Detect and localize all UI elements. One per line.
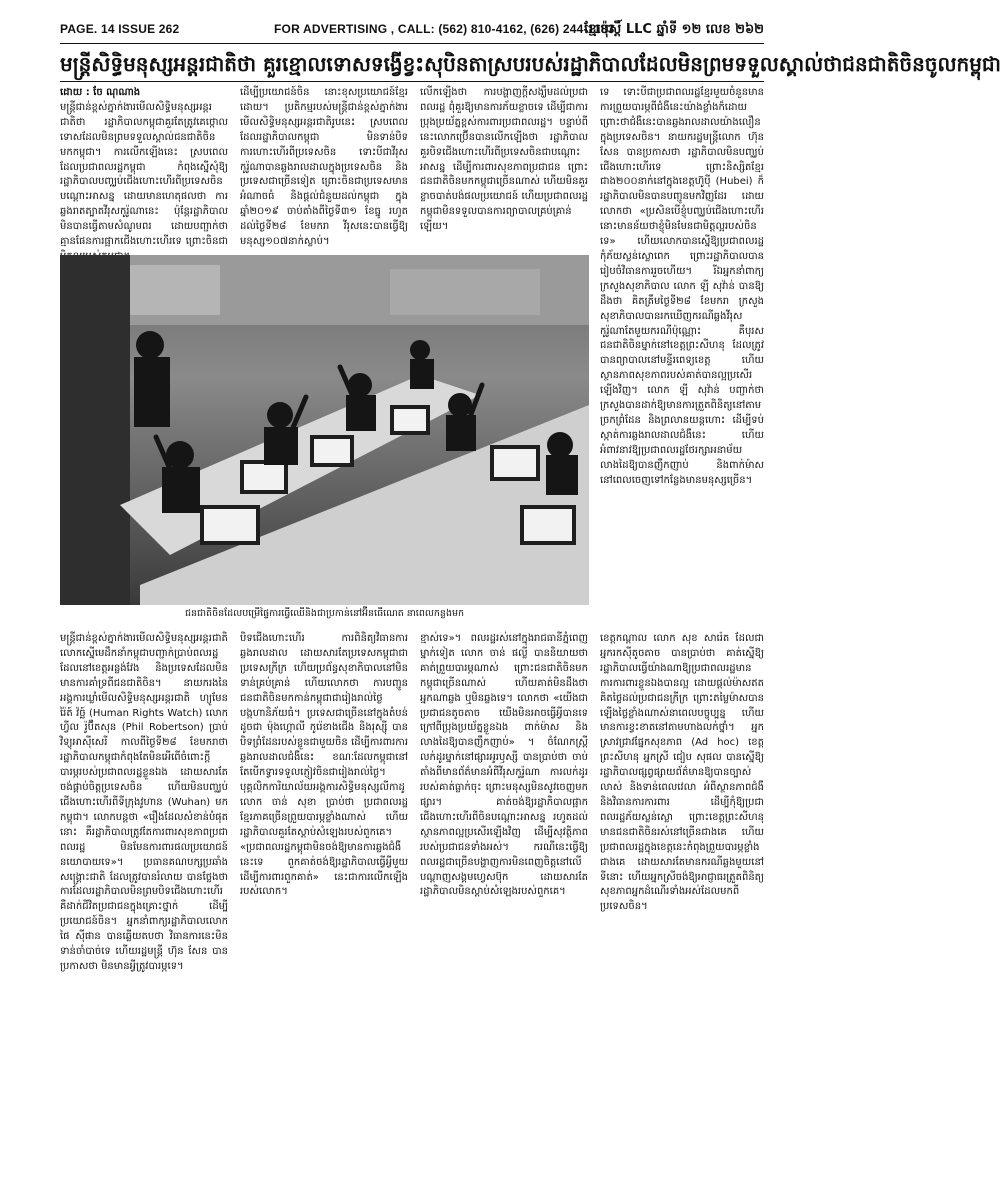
running-header <box>60 20 764 42</box>
headline-rule <box>60 81 764 82</box>
article-headline: មន្ត្រីសិទ្ធិមនុស្សអន្តរជាតិថា គួរខ្មោលទោសទង្វើខ្វះសុបិនតាស្របរបស់រដ្ឋាភិបាលដែលមិនព្រមទទួលស្គាល់ថាជនជាតិចិនចូលកម្ពុជា <box>60 52 1001 76</box>
header-rule <box>60 43 764 44</box>
advertising-contact: FOR ADVERTISING , CALL: (562) 810-4162, (626) 244-1183 <box>274 22 615 36</box>
column-1-bottom <box>60 632 228 1158</box>
column-4-bottom <box>600 632 764 1158</box>
masthead-label: ខ្មែរប៉ុស្តិ៍ LLC ឆ្នាំទី ១២ លេខ ២៦២ <box>584 22 764 37</box>
paragraph: មន្ត្រីជាន់ខ្ពស់ភ្នាក់ងារមើលសិទ្ធិមនុស្សអន្តរជាតិថា រដ្ឋាភិបាលកម្ពុជាគួរតែត្រូវគេថ្កោលទោសដែលមិនព្រមទទួលស្គាល់ជនជាតិចិន មកកម្ពុជា។ ការលើកឡើងនេះ ស្របពេលដែលប្រជាពលរដ្ឋកម្ពុជា កំពុងស្នើសុំឱ្យរដ្ឋាភិបាលបញ្ឈប់ជើងហោះហើរពីប្រទេសចិនបណ្តោះអាសន្ន ដោយមានហេតុផលថា ការឆ្លងរាតត្បាតវីរុសកូរ៉ូណានេះ ប៉ុន្តែរដ្ឋាភិបាលមិនបានធ្វើតាមសំណូមពរ ដោយបញ្ជាក់ថា គ្មានផែនការផ្អាកជើងហោះហើរទេ ព្រោះចិនជា <box>60 101 228 248</box>
column-2-top <box>240 86 408 254</box>
column-3-bottom <box>420 632 588 1158</box>
column-4-top <box>600 86 764 626</box>
page-issue: PAGE. 14 ISSUE 262 <box>60 22 180 36</box>
article-photo <box>60 255 589 605</box>
byline: ដោយ : ចែ ណុណាង <box>60 87 141 98</box>
paragraph: ដើម្បីប្រយោជន៍ចិន នោះខុសប្រយោជន៍ខ្មែរ ដោយ។ ប្រតិកម្មរបស់មន្ត្រីជាន់ខ្ពស់ភ្នាក់ងារមើលសិទ្ធិមនុស្សអន្តរជាតិរូបនេះ ស្របពេលដែលរដ្ឋាភិបាលកម្ពុជា មិនទាន់បិទការហោះហើរពីប្រទេសចិន ទោះបីជាវីរុសកូរ៉ូណាបានឆ្លងរាលដាលក្នុងប្រទេសចិន និងប្រទេសជាច្រើនទៀត ព្រោះចិនជាប្រទេសមានអំណាចធំ និងផ្តល់ជំនួយដល់កម្ពុជា ក្នុងឆ្នាំ២០១៩ ចាប់តាំងពីថ្ងៃទី៣១ ខែធ្នូ រហូតដល់ថ្ងៃទី២៨ ខែមករា វីរុសនេះបានធ្វើឱ្យមនុស្ស១០៧នាក់ស្លាប់។ <box>240 87 408 248</box>
paragraph: លើកឡើងថា ការបង្ហាញក្តីសង្ឃឹមដល់ប្រជាពលរដ្ឋ ពុំគួរឱ្យមានការភ័យខ្លាចទេ ដើម្បីជាការប្រុងប្រយ័ត្នខ្ពស់ការពារប្រជាពលរដ្ឋ។ បន្ទាប់ពីនេះលោកប្រ៊ើនបានលើកឡើងថា រដ្ឋាភិបាលគួរបិទជើងហោះហើរពីប្រទេសចិនជាបណ្តោះអាសន្ន ដើម្បីការពារសុខភាពប្រជាជន ព្រោះជនជាតិចិនមកកម្ពុជាច្រើនណាស់ ហើយមិនគួរខ្លាចបាត់បង់ផលប្រយោជន៍ ហើយប្រជាពលរដ្ឋកម្ពុជាមិនទទួលបានការព្យាបាលគ្រប់គ្រាន់ឡើយ។ <box>420 87 588 233</box>
paragraph: ខេត្តកណ្តាល លោក សុខ សារ៉េត ដែលជាអ្នករកស៊ីតូចតាច បានប្រាប់ថា គាត់ស្នើឱ្យរដ្ឋាភិបាលធ្វើយ៉ាងណាឱ្យប្រជាពលរដ្ឋមានការការពារខ្លួនឯងបានល្អ ដោយផ្តល់ម៉ាសឥតគិតថ្លៃដល់ប្រជាជនក្រីក្រ ព្រោះតម្លៃម៉ាសបានឡើងថ្លៃខ្លាំងណាស់នាពេលបច្ចុប្បន្ន ហើយមានការខ្វះខាតនៅតាមហាងលក់ថ្នាំ។ អ្នកស្រាវជ្រាវផ្នែកសុខភាព (Ad hoc) ខេត្តព្រះសីហនុ អ្នកស្រី ជៀប សុផល បានស្នើឱ្យរដ្ឋាភិបាលផ្សព្វផ្សាយព័ត៌មានឱ្យបានច្បាស់លាស់ និងទាន់ពេលវេលា អំពីស្ថានភាពជំងឺ និងវិធានការការពារ ដើម្បីកុំឱ្យប្រជាពលរដ្ឋភ័យស្លន់ស្លោ ព្រោះខេត្តព្រះសីហនុមានជនជាតិចិនរស់នៅច្រើនជាងគេ ហើយប្រជាពលរដ្ឋក្នុងខេត្តនេះកំពុងព្រួយបារម្ភខ្លាំងជាងគេ ដោយសារតែមានករណីឆ្លងមួយនៅទីនោះ ហើយអ្នកស្រីចង់ឱ្យអាជ្ញាធរត្រួតពិនិត្យសុខភាពអ្នកដំណើរទាំងអស់ដែលមកពីប្រទេសចិន។ <box>600 633 764 913</box>
column-3-top <box>420 86 588 254</box>
paragraph: ខ្មាស់ទេ»។ ពលរដ្ឋរស់នៅក្នុងរាជធានីភ្នំពេញម្នាក់ទៀត លោក ចាន់ ផល្លី បាននិយាយថា គាត់ព្រួយបារម្ភណាស់ ព្រោះជនជាតិចិនមកកម្ពុជាច្រើនណាស់ ហើយគាត់មិនដឹងថាអ្នកណាឆ្លង ឬមិនឆ្លងទេ។ លោកថា «យើងជាប្រជាជនតូចតាច យើងមិនអាចធ្វើអ្វីបានទេ ក្រៅពីប្រុងប្រយ័ត្នខ្លួនឯង ពាក់ម៉ាស និងលាងដៃឱ្យបានញឹកញាប់» ។ ចំណែកស្ត្រីលក់ដូរម្នាក់នៅផ្សារអូរឫស្សី បានប្រាប់ថា ចាប់តាំងពីមានព័ត៌មានអំពីវីរុសកូរ៉ូណា ការលក់ដូររបស់គាត់ធ្លាក់ចុះ ព្រោះមនុស្សមិនសូវចេញមកផ្សារ។ គាត់ចង់ឱ្យរដ្ឋាភិបាលផ្អាកជើងហោះហើរពីចិនបណ្តោះអាសន្ន រហូតដល់ស្ថានភាពល្អប្រសើរឡើងវិញ ដើម្បីសុវត្ថិភាពរបស់ប្រជាជនទាំងអស់។ ករណីនេះធ្វើឱ្យពលរដ្ឋជាច្រើនបង្ហាញការមិនពេញចិត្តនៅលើបណ្តាញសង្គមហ្វេសប៊ុក ដោយសារតែរដ្ឋាភិបាលមិនស្តាប់សំឡេងរបស់ពួកគេ។ <box>420 633 588 898</box>
photo-caption: ជនជាតិចិនដែលបម្រើផ្ទៃការធ្វើឈើនិងជាប្រកាន់នៅអ៊ីនធើណេត នាពេលកន្លងមក <box>184 608 465 619</box>
paragraph: ទេ ទោះបីជាប្រជាពលរដ្ឋខ្មែរមួយចំនួនមានការព្រួយបារម្ភពីជំងឺនេះយ៉ាងខ្លាំងក៏ដោយ ព្រោះថាជំងឺនេះបានឆ្លងរាលដាលយ៉ាងលឿនក្នុងប្រទេសចិន។ នាយករដ្ឋមន្ត្រីលោក ហ៊ុន សែន បានប្រកាសថា រដ្ឋាភិបាលមិនបញ្ឈប់ជើងហោះហើរទេ ព្រោះនិស្សិតខ្មែរជាង២០០នាក់នៅក្នុងខេត្តហ៊ូប៉ី (Hubei) ក៏រដ្ឋាភិបាលមិនបានបញ្ជូនមកវិញដែរ ដោយលោកថា «ប្រសិនបើខ្ញុំបញ្ឈប់ជើងហោះហើរ នោះមានន័យថាខ្ញុំមិនមែនជាមិត្តល្អរបស់ចិនទេ» ហើយលោកបានស្នើឱ្យប្រជាពលរដ្ឋកុំភ័យស្លន់ស្លោពេក ព្រោះរដ្ឋាភិបាលបានរៀបចំវិធានការរួចហើយ។ រីឯអ្នកនាំពាក្យក្រសួងសុខាភិបាល លោក ឡី សុវ៉ាន់ បានឱ្យដឹងថា គិតត្រឹមថ្ងៃទី២៨ ខែមករា ក្រសួងសុខាភិបាលបានរកឃើញករណីឆ្លងវីរុសកូរ៉ូណាតែមួយករណីប៉ុណ្ណោះ គឺបុរសជនជាតិចិនម្នាក់នៅខេត្តព្រះសីហនុ ដែលត្រូវបានព្យាបាលនៅមន្ទីរពេទ្យខេត្ត ហើយស្ថានភាពសុខភាពរបស់គាត់បានល្អប្រសើរឡើងវិញ។ លោក ឡី សុវ៉ាន់ បញ្ជាក់ថា ក្រសួងបានដាក់ឱ្យមានការត្រួតពិនិត្យនៅតាមច្រកព្រំដែន និងព្រលានយន្តហោះ ដើម្បីទប់ស្កាត់ការឆ្លងរាលដាលជំងឺនេះ ហើយអំពាវនាវឱ្យប្រជាពលរដ្ឋថែរក្សាអនាម័យ លាងដៃឱ្យបានញឹកញាប់ និងពាក់ម៉ាសនៅពេលចេញទៅកន្លែងមានមនុស្សច្រើន។ <box>600 87 764 486</box>
photo-illustration <box>60 255 589 605</box>
paragraph: បិទជើងហោះហើរ ការពិនិត្យវិធានការឆ្លងរាលដាល ដោយសារតែប្រទេសកម្ពុជាជាប្រទេសក្រីក្រ ហើយប្រព័ន្ធសុខាភិបាលនៅមិនទាន់គ្រប់គ្រាន់ ហើយលោកថា ការបញ្ជូនជនជាតិចិនមកកាន់កម្ពុជាជារៀងរាល់ថ្ងៃ បង្កហានិភ័យធំ។ ប្រទេសជាច្រើននៅក្នុងតំបន់ដូចជា ម៉ុងហ្គោលី កូរ៉េខាងជើង និងរុស្ស៊ី បានបិទព្រំដែនរបស់ខ្លួនជាមួយចិន ដើម្បីការពារការឆ្លងរាលដាលជំងឺនេះ ខណៈដែលកម្ពុជានៅតែបើកទ្វារទទួលភ្ញៀវចិនជារៀងរាល់ថ្ងៃ។ បុគ្គលិកការិយាល័យអង្គការសិទ្ធិមនុស្សលីកាដូ លោក ចាន់ សុខា ប្រាប់ថា ប្រជាពលរដ្ឋខ្មែរភាគច្រើនព្រួយបារម្ភខ្លាំងណាស់ ហើយរដ្ឋាភិបាលគួរតែស្តាប់សំឡេងរបស់ពួកគេ។ «ប្រជាពលរដ្ឋកម្ពុជាមិនចង់ឱ្យមានការឆ្លងជំងឺនេះទេ ពួកគាត់ចង់ឱ្យរដ្ឋាភិបាលធ្វើអ្វីមួយ ដើម្បីការពារពួកគាត់» នេះជាការលើកឡើងរបស់លោក។ <box>240 633 408 898</box>
column-1-top <box>60 86 228 254</box>
paragraph: មន្ត្រីជាន់ខ្ពស់ភ្នាក់ងារមើលសិទ្ធិមនុស្សអន្តរជាតិ លោកស្នើមេដឹកនាំកម្ពុជាបញ្ជាក់ប្រាប់ពលរដ្ឋ ដែលនៅខេត្តអន្លង់វែង និងប្រទេសដែលមិនមានការគាំទ្រពីជនជាតិចិន។ នាយករងនៃអង្គការឃ្លាំមើលសិទ្ធិមនុស្សអន្តរជាតិ ហ្យូមែន រ៉ៃត៍ វ៉ច្ឆ៍ (Human Rights Watch) លោក ហ្វីល រ៉ូប៊ឺតសុន (Phil Robertson) ប្រាប់វិទ្យុអាស៊ីសេរី កាលពីថ្ងៃទី២៨ ខែមករាថា រដ្ឋាភិបាលកម្ពុជាកំពុងតែមិនអើពើចំពោះក្តីបារម្ភរបស់ប្រជាពលរដ្ឋខ្លួនឯង ដោយសារតែចង់ផ្គាប់ចិត្តប្រទេសចិន ហើយមិនបញ្ឈប់ជើងហោះហើរពីទីក្រុងវូហាន (Wuhan) មកកម្ពុជា។ លោកបន្តថា «រឿងដែលសំខាន់បំផុតនោះ គឺរដ្ឋាភិបាលត្រូវតែការពារសុខភាពប្រជាពលរដ្ឋ មិនមែនការពារផលប្រយោជន៍នយោបាយទេ»។ ប្រធានគណបក្សប្រឆាំងសង្គ្រោះជាតិ ដែលត្រូវបានរំលាយ បានថ្លែងថា ការដែលរដ្ឋាភិបាលមិនព្រមបិទជើងហោះហើរ គឺដាក់ជីវិតប្រជាជនក្នុងគ្រោះថ្នាក់ ដើម្បីប្រយោជន៍ចិន។ អ្នកនាំពាក្យរដ្ឋាភិបាលលោក ផៃ ស៊ីផាន បានឆ្លើយតបថា វិធានការនេះមិនទាន់ចាំបាច់ទេ ហើយរដ្ឋមន្ត្រី ហ៊ុន សែន បានប្រកាសថា មិនមានអ្វីត្រូវបារម្ភទេ។ <box>60 633 228 972</box>
column-2-bottom <box>240 632 408 1158</box>
